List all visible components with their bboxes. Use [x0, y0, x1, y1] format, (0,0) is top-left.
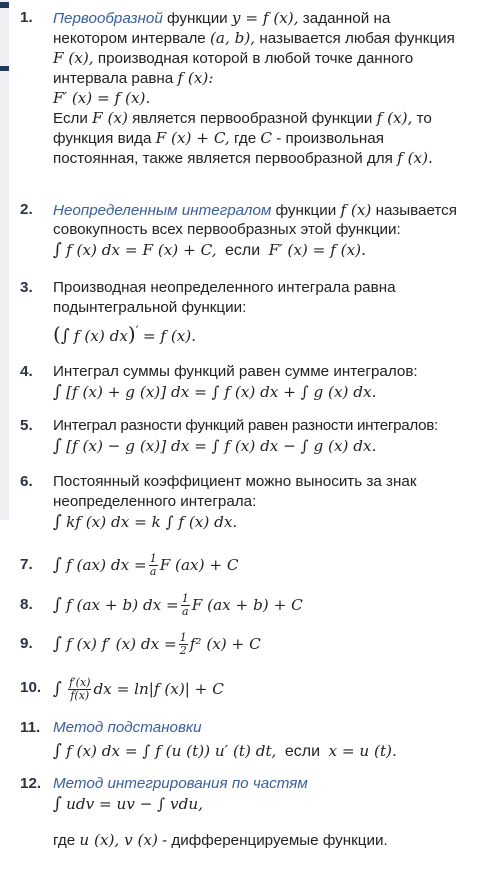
formula: f² (x) + C	[189, 635, 261, 653]
math: f (x)	[340, 201, 372, 219]
item-number: 4.	[20, 363, 33, 380]
prime-mark: ′	[135, 323, 139, 338]
text: постоянная, также является первообразной для	[53, 150, 393, 167]
formula: f (ax) dx =	[66, 556, 147, 574]
text: подынтегральной функции:	[53, 299, 247, 316]
integral-sign: ∫	[53, 555, 62, 575]
formula: F′ (x) = f (x).	[268, 241, 366, 259]
text: если	[284, 743, 321, 760]
formula: f (x) dx = F (x) + C,	[66, 241, 217, 259]
text: Постоянный коэффициент можно выносить за знак	[53, 473, 417, 490]
paren-open: (	[53, 322, 61, 347]
item-number: 8.	[20, 596, 33, 613]
term-link[interactable]: Неопределенным интегралом	[53, 202, 272, 219]
text: функция вида	[53, 130, 152, 147]
math: f (x).	[397, 149, 433, 167]
term-link[interactable]: Первообразной	[53, 10, 163, 27]
integral-sign: ∫	[53, 794, 62, 814]
math: f (x),	[376, 109, 413, 127]
formula: F (ax + b) + C	[191, 596, 303, 614]
text: называется любая функция	[259, 30, 455, 47]
term-link[interactable]: Метод интегрирования по частям	[53, 775, 308, 792]
paren-close: )	[127, 322, 136, 347]
item-number: 1.	[20, 9, 33, 26]
text: - дифференцируемые функции.	[162, 832, 388, 849]
text: то	[416, 110, 432, 127]
integral-sign: ∫	[53, 741, 62, 761]
item-number: 3.	[20, 279, 33, 296]
formula: kf (x) dx = k ∫ f (x) dx.	[66, 513, 238, 531]
fraction: $\frac{f'(x)}{f(x)}$	[69, 676, 91, 703]
text: заданной на	[302, 10, 391, 27]
text: совокупность всех первообразных этой функции:	[53, 221, 401, 238]
integral-sign: ∫	[53, 436, 62, 456]
item-number: 6.	[20, 473, 33, 490]
formula: = f (x).	[142, 327, 197, 346]
item-number: 9.	[20, 635, 33, 652]
text: неопределенного интеграла:	[53, 493, 257, 510]
left-accent-bar	[0, 0, 9, 520]
item-number: 10.	[20, 679, 42, 696]
formula: F (ax) + C	[159, 556, 239, 574]
item-number: 12.	[20, 775, 42, 792]
formula: [f (x) + g (x)] dx = ∫ f (x) dx + ∫ g (x) dx.	[66, 383, 377, 401]
item-number: 7.	[20, 556, 33, 573]
text: функции	[167, 10, 228, 27]
fraction: $\frac{1}{a}$	[149, 552, 157, 579]
term-link[interactable]: Метод подстановки	[53, 719, 202, 736]
formula: F′ (x) = f (x).	[53, 89, 151, 107]
text: производная которой в любой точке данного	[97, 50, 414, 67]
integral-sign: ∫	[53, 240, 62, 260]
text: Производная неопределенного интеграла равна	[53, 279, 396, 296]
math: F (x)	[92, 109, 128, 127]
item-number: 2.	[20, 201, 33, 218]
formula: udv = uv − ∫ vdu,	[66, 795, 203, 813]
math: y = f (x),	[231, 9, 299, 27]
fraction: $\frac{1}{2}$	[179, 631, 187, 658]
text: где	[233, 130, 257, 147]
math: u (x), v (x)	[79, 831, 158, 849]
fraction: $\frac{1}{a}$	[181, 592, 189, 619]
item-number: 5.	[20, 417, 33, 434]
math: (a, b),	[209, 29, 256, 47]
integral-sign: ∫	[53, 595, 62, 615]
integral-sign: ∫	[53, 679, 62, 699]
math: F (x),	[53, 49, 94, 67]
left-accent-mark	[0, 66, 9, 71]
math: C	[260, 129, 273, 147]
formula: [f (x) − g (x)] dx = ∫ f (x) dx − ∫ g (x) dx.	[66, 437, 377, 455]
formula: x = u (t).	[328, 742, 397, 760]
integral-sign: ∫	[53, 512, 62, 532]
text: называется	[375, 202, 457, 219]
formula: f (x) f′ (x) dx =	[66, 635, 177, 653]
text: где	[53, 832, 76, 849]
formula: f (x) dx = ∫ f (u (t)) u′ (t) dt,	[66, 742, 277, 760]
integral-sign: ∫	[53, 634, 62, 654]
math: f (x):	[177, 69, 214, 87]
item-number: 11.	[20, 719, 41, 736]
text: функции	[275, 202, 337, 219]
text: Интеграл разности функций равен разности интегралов:	[53, 417, 438, 434]
integral-sign: ∫	[53, 382, 62, 402]
left-accent-mark	[0, 2, 9, 8]
text: Интеграл суммы функций равен сумме интегралов:	[53, 363, 418, 380]
formula: f (x) dx	[73, 327, 128, 346]
formula: f (ax + b) dx =	[66, 596, 179, 614]
text: является первообразной функции	[132, 110, 373, 127]
text: - произвольная	[276, 130, 384, 147]
math: F (x) + C,	[155, 129, 230, 147]
text: если	[224, 242, 261, 259]
text: некотором интервале	[53, 30, 206, 47]
integral-sign: ∫	[60, 326, 70, 347]
text: интервала равна	[53, 70, 174, 87]
formula: dx = ln|f (x)| + C	[93, 680, 224, 698]
text: Если	[53, 110, 88, 127]
